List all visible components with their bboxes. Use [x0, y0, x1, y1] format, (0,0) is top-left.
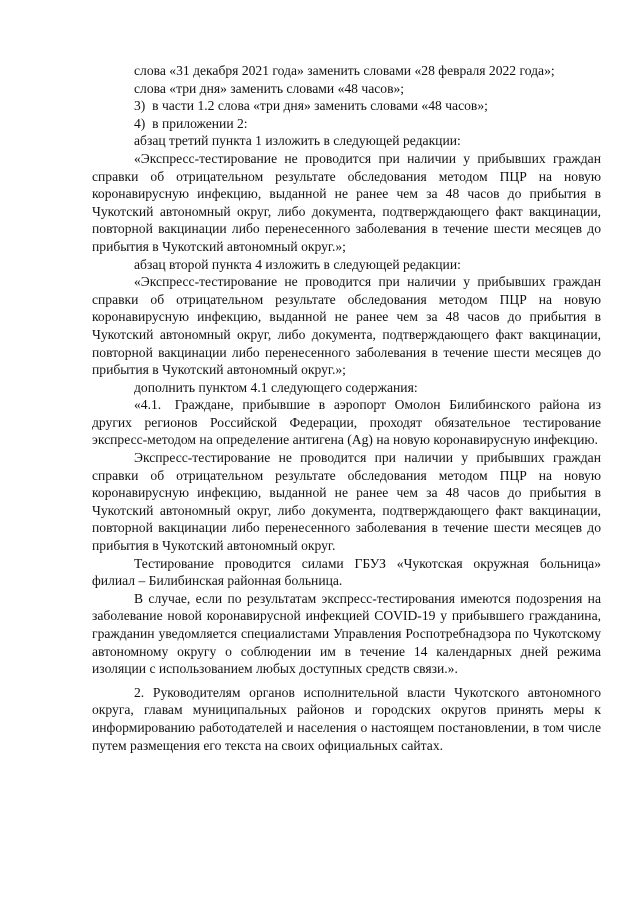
document-page: [92, 62, 601, 754]
paragraph-clause-4-intro: абзац второй пункта 4 изложить в следующей редакции:: [134, 256, 461, 272]
paragraph-section-2: 2. Руководителям органов исполнительной власти Чукотского автономного округа, главам муниципальных районов и городских округов принять меры к информированию работодателей и населения о настоящем постановлении, в том числе путем размещения его текста на своих официальных сайтах.: [92, 684, 601, 753]
paragraph-clause-4-1-intro: дополнить пунктом 4.1 следующего содержания:: [134, 379, 418, 395]
paragraph-clause-1-intro: абзац третий пункта 1 изложить в следующей редакции:: [134, 133, 461, 149]
paragraph-clause-4-1-text: «4.1. Граждане, прибывшие в аэропорт Омолон Билибинского района из других регионов Российской Федерации, проходят обязательное тестирование экспресс-методом на определение антигена (Ag) на новую коронавирусную инфекцию.: [92, 397, 601, 448]
list-item-3: 3) в части 1.2 слова «три дня» заменить словами «48 часов»;: [134, 98, 488, 114]
paragraph-isolation-notice: В случае, если по результатам экспресс-тестирования имеются подозрения на заболевание новой коронавирусной инфекцией COVID-19 у прибывшего гражданина, гражданин уведомляется специалистами Управления Роспотребнадзора по Чукотскому автономному округу о соблюдении им в течение 14 календарных дней режима изоляции с использованием любых доступных средств связи.».: [92, 590, 601, 677]
paragraph-testing-provider: Тестирование проводится силами ГБУЗ «Чукотская окружная больница» филиал – Билибинская районная больница.: [92, 555, 601, 589]
paragraph-exemption: Экспресс-тестирование не проводится при наличии у прибывших граждан справки об отрицательном результате обследования методом ПЦР на новую коронавирусную инфекцию, выданной не ранее чем за 48 часов до прибытия в Чукотский автономный округ, либо документа, подтверждающего факт вакцинации, повторной вакцинации либо перенесенного заболевания в течение шести месяцев до прибытия в Чукотский автономный округ.: [92, 450, 601, 554]
paragraph-three-days-replacement: слова «три дня» заменить словами «48 часов»;: [134, 80, 405, 96]
list-item-4: 4) в приложении 2:: [134, 115, 248, 131]
paragraph-date-replacement: слова «31 декабря 2021 года» заменить словами «28 февраля 2022 года»;: [134, 63, 555, 78]
paragraph-clause-1-text: «Экспресс-тестирование не проводится при наличии у прибывших граждан справки об отрицательном результате обследования методом ПЦР на новую коронавирусную инфекцию, выданной не ранее чем за 48 часов до прибытия в Чукотский автономный округ, либо документа, подтверждающего факт вакцинации, повторной вакцинации либо перенесенного заболевания в течение шести месяцев до прибытия в Чукотский автономный округ.»;: [92, 150, 601, 254]
paragraph-clause-4-text: «Экспресс-тестирование не проводится при наличии у прибывших граждан справки об отрицательном результате обследования методом ПЦР на новую коронавирусную инфекцию, выданной не ранее чем за 48 часов до прибытия в Чукотский автономный округ, либо документа, подтверждающего факт вакцинации, повторной вакцинации либо перенесенного заболевания в течение шести месяцев до прибытия в Чукотский автономный округ.»;: [92, 274, 601, 378]
